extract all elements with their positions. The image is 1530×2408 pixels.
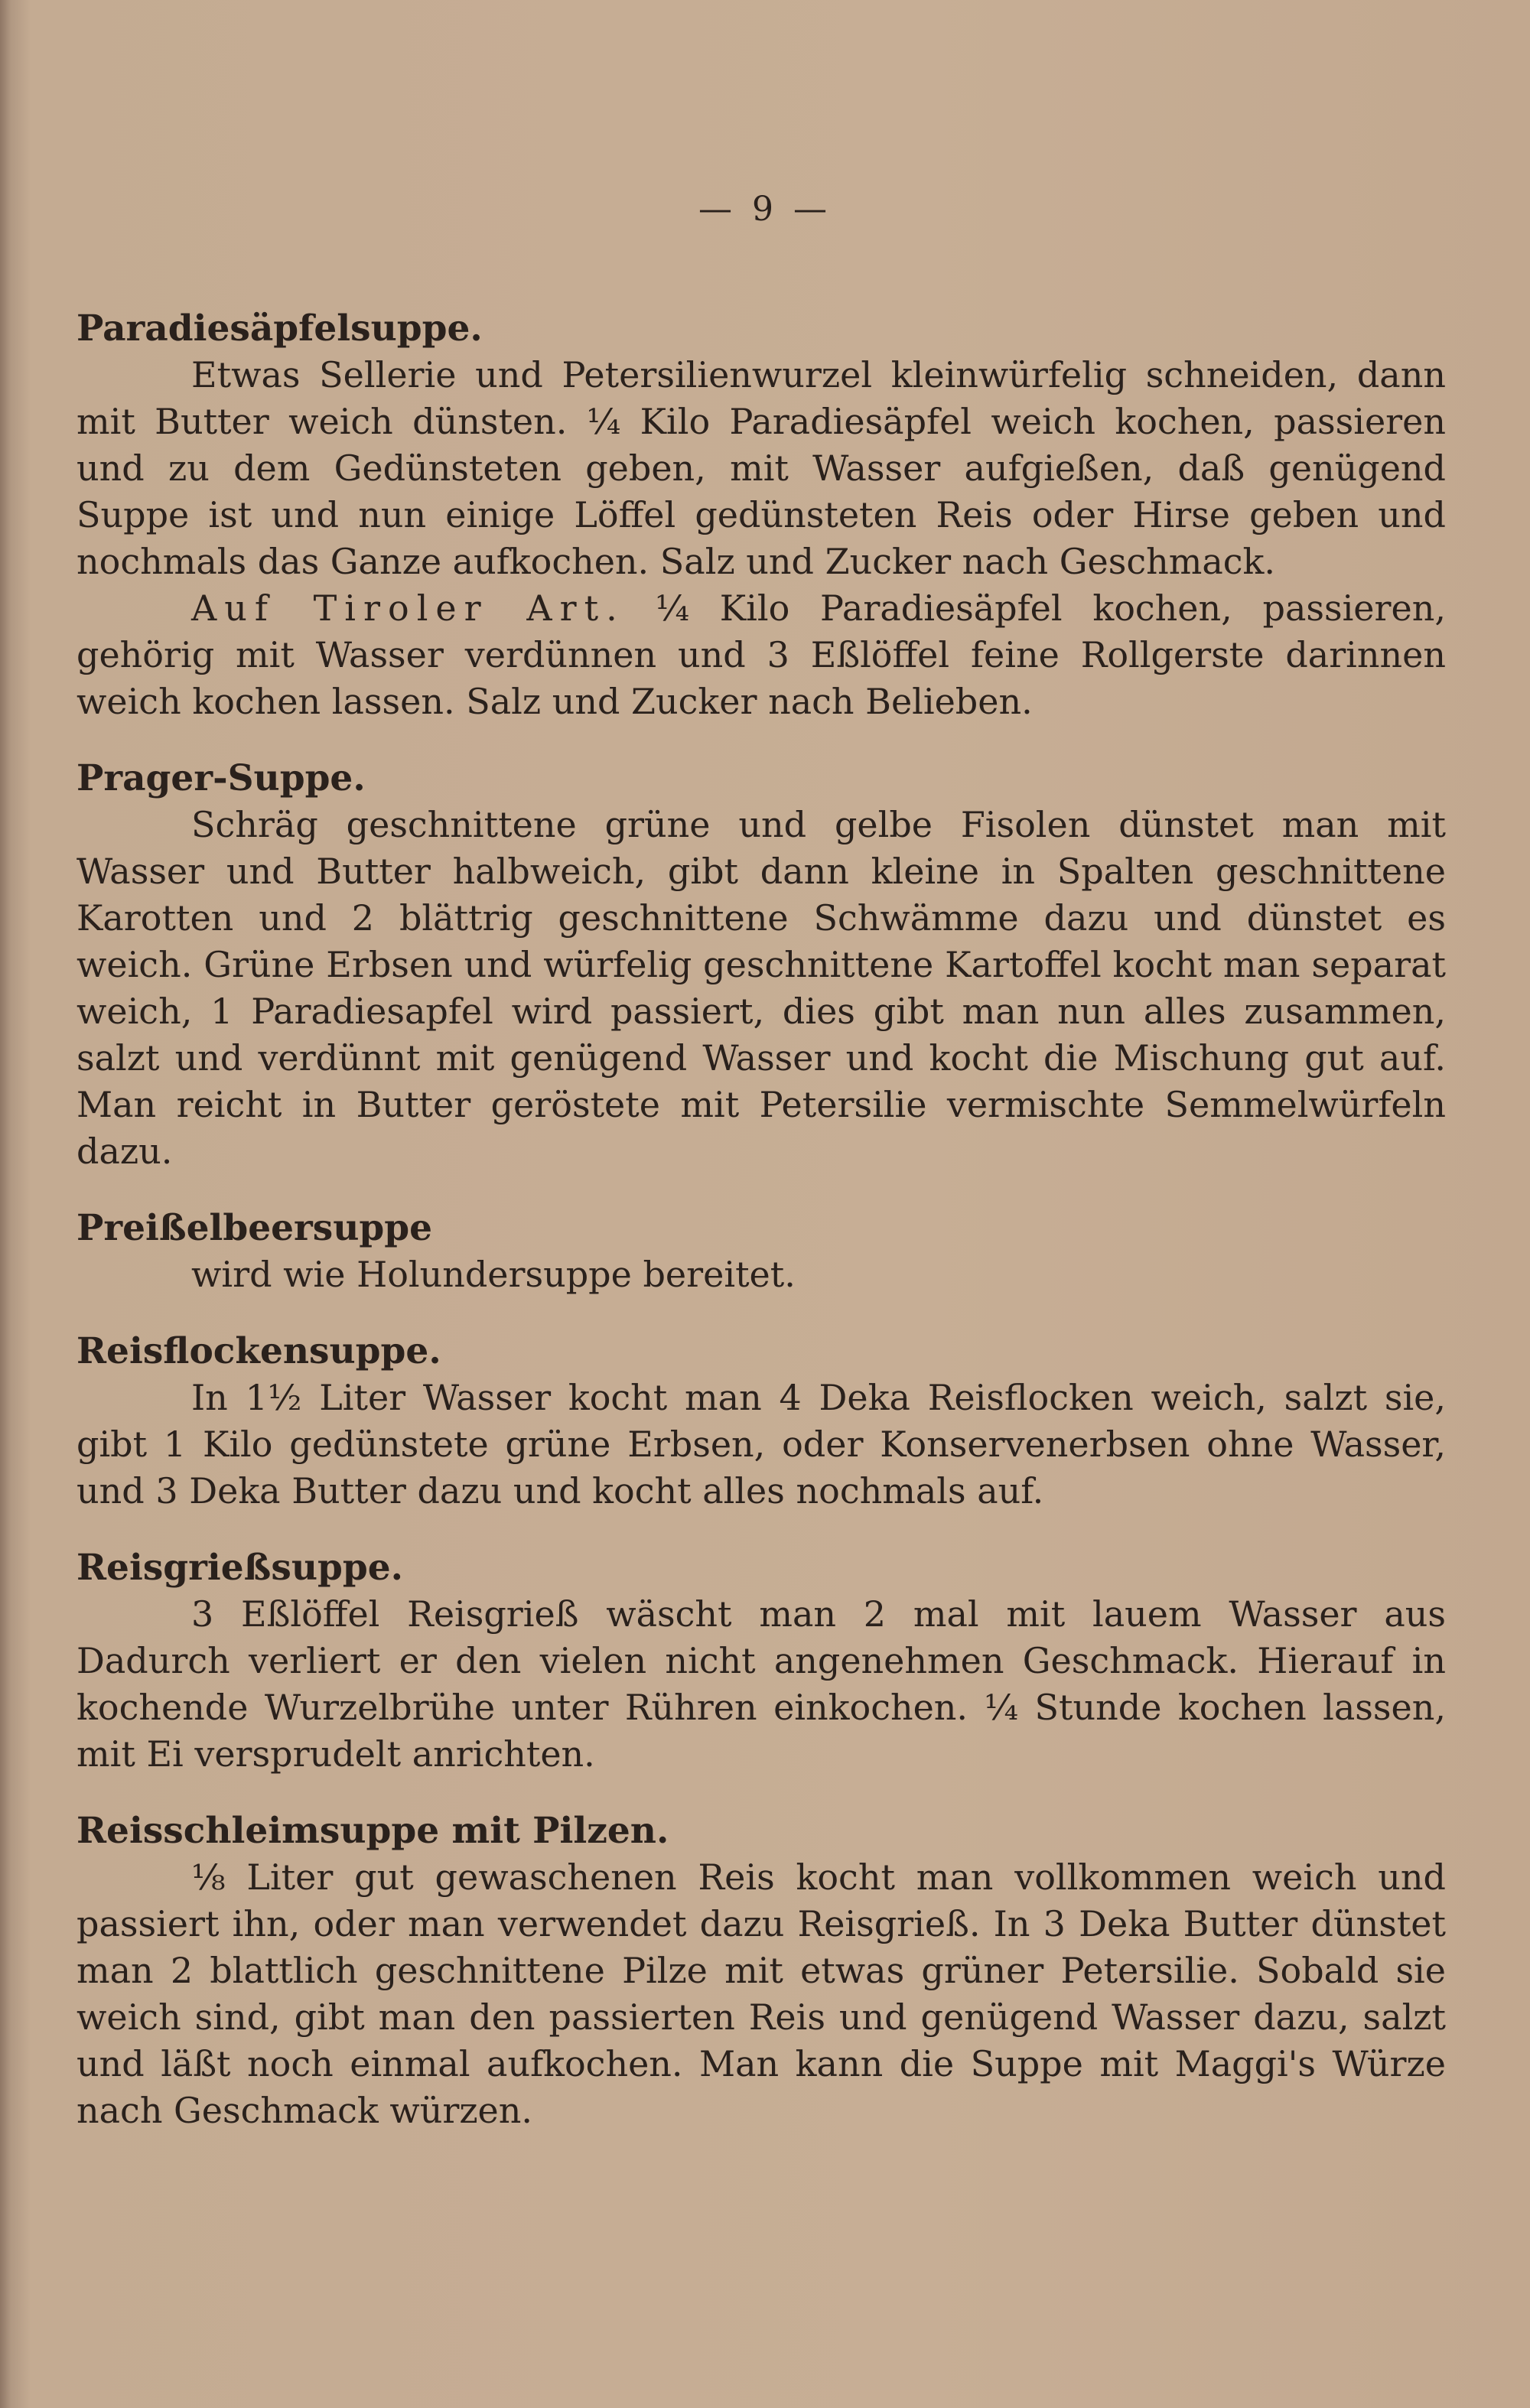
- recipe-prager-suppe: [76, 756, 1446, 1175]
- recipe-text: Schräg geschnittene grüne und gelbe Fisolen dünstet man mit Wasser und Butter halbweich, gibt dann kleine in Spalten geschnittene Karotten und 2 blättrig geschnittene Schwämme dazu und dünstet es weich. Grüne Erbsen und würfelig geschnittene Kartoffel kocht man separat weich, 1 Paradiesapfel wird passiert, dies gibt man nun alles zusammen, salzt und verdünnt mit genügend Wasser und kocht die Mischung gut auf. Man reicht in Butter geröstete mit Petersilie vermischte Semmelwürfeln dazu.: [76, 804, 1446, 1172]
- recipe-title: Preißelbeersuppe: [76, 1207, 433, 1249]
- recipe-text: 3 Eßlöffel Reisgrieß wäscht man 2 mal mit lauem Wasser aus Dadurch verliert er den vielen nicht angenehmen Geschmack. Hierauf in kochende Wurzelbrühe unter Rühren einkochen. ¼ Stunde kochen lassen, mit Ei versprudelt anrichten.: [76, 1593, 1446, 1775]
- recipe-reisgriesssuppe: [76, 1545, 1446, 1778]
- page-number: — 9 —: [698, 190, 832, 229]
- recipe-preisselbeersuppe: [76, 1206, 1446, 1298]
- recipe-title: Reisgrießsuppe.: [76, 1547, 403, 1589]
- recipe-reisflockensuppe: [76, 1329, 1446, 1515]
- recipe-reisschleimsuppe-mit-pilzen: [76, 1808, 1446, 2134]
- recipe-text: wird wie Holundersuppe bereitet.: [191, 1254, 796, 1295]
- recipe-text: In 1½ Liter Wasser kocht man 4 Deka Reisflocken weich, salzt sie, gibt 1 Kilo gedünstete grüne Erbsen, oder Konservenerbsen ohne Wasser, und 3 Deka Butter dazu und kocht alles nochmals auf.: [76, 1377, 1446, 1512]
- variant-label: Auf Tiroler Art.: [191, 587, 625, 629]
- recipe-paradiesaepfelsuppe: [76, 306, 1446, 725]
- recipe-text: ⅛ Liter gut gewaschenen Reis kocht man vollkommen weich und passiert ihn, oder man verwendet dazu Reisgrieß. In 3 Deka Butter dünstet man 2 blattlich geschnittene Pilze mit etwas grüner Petersilie. Sobald sie weich sind, gibt man den passierten Reis und genügend Wasser dazu, salzt und läßt noch einmal aufkochen. Man kann die Suppe mit Maggi's Würze nach Geschmack würzen.: [76, 1856, 1446, 2131]
- recipe-title: Paradiesäpfelsuppe.: [76, 308, 483, 350]
- recipe-text: Etwas Sellerie und Petersilienwurzel kleinwürfelig schneiden, dann mit Butter weich dünsten. ¼ Kilo Paradiesäpfel weich kochen, passieren und zu dem Gedünsteten geben, mit Wasser aufgießen, daß genügend Suppe ist und nun einige Löffel gedünsteten Reis oder Hirse geben und nochmals das Ganze aufkochen. Salz und Zucker nach Geschmack.: [76, 354, 1446, 582]
- recipe-title: Prager-Suppe.: [76, 757, 366, 799]
- variant-text: ¼ Kilo Paradiesäpfel kochen, passieren, gehörig mit Wasser verdünnen und 3 Eßlöffel feine Rollgerste darinnen weich kochen lassen. Salz und Zucker nach Belieben.: [76, 587, 1446, 722]
- recipe-title: Reisschleimsuppe mit Pilzen.: [76, 1810, 669, 1852]
- recipe-title: Reisflockensuppe.: [76, 1330, 441, 1372]
- recipe-list: [76, 306, 1446, 2165]
- recipe-variant: [76, 585, 1446, 725]
